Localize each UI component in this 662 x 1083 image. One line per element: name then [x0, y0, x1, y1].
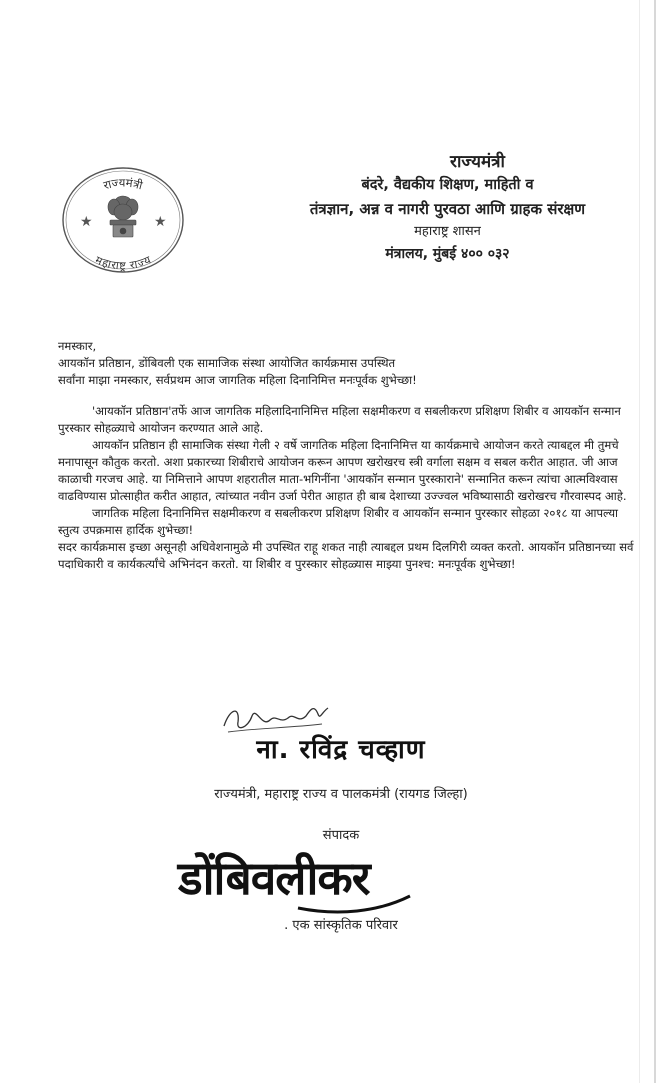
letterhead-portfolio-line2: तंत्रज्ञान, अन्न व नागरी पुरवठा आणि ग्राहक संरक्षण — [309, 200, 586, 218]
paragraph-3: जागतिक महिला दिनानिमित्त सक्षमीकरण व सबलीकरण प्रशिक्षण शिबीर व आयकॉन सन्मान पुरस्कार सोहळा २०१८ या आपल्या स्तुत्य उपक्रमास हार्दिक शुभेच्छा! — [58, 506, 619, 537]
editor-label: संपादक — [322, 828, 360, 843]
signatory-title: राज्यमंत्री, महाराष्ट्र राज्य व पालकमंत्री (रायगड जिल्हा) — [214, 787, 468, 802]
letterhead-address: मंत्रालय, मुंबई ४०० ०३२ — [385, 246, 510, 262]
seal-bottom-text: महाराष्ट्र राज्य — [93, 253, 153, 273]
seal-top-text: राज्यमंत्री — [101, 175, 145, 193]
letterhead-government: महाराष्ट्र शासन — [414, 224, 481, 239]
letterhead-portfolio-line1: बंदरे, वैद्यकीय शिक्षण, माहिती व — [361, 177, 534, 193]
intro-line-1: आयकॉन प्रतिष्ठान, डोंबिवली एक सामाजिक संस्था आयोजित कार्यक्रमास उपस्थित — [58, 356, 396, 370]
signatory-name: ना. रविंद्र चव्हाण — [256, 735, 426, 765]
paragraph-4: सदर कार्यक्रमास इच्छा असूनही अधिवेशनामुळे मी उपस्थित राहू शकत नाही त्याबद्दल प्रथम दिलगिरी व्यक्त करतो. आयकॉन प्रतिष्ठानच्या सर्व पदाधिकारी व कार्यकर्त्यांचे अभिनंदन करतो. या शिबीर व पुरस्कार सोहळ्यास माझ्या पुनश्च: मनःपूर्वक शुभेच्छा! — [58, 540, 634, 571]
dombivlikar-logo — [178, 846, 418, 916]
logo-text: डोंबिवलीकर — [178, 851, 370, 905]
seal-star-right-icon: ★ — [154, 214, 167, 230]
letter-body — [58, 338, 636, 573]
state-emblem-icon — [108, 196, 138, 237]
paragraph-2: आयकॉन प्रतिष्ठान ही सामाजिक संस्था गेली २ वर्षे जागतिक महिला दिनानिमित्त या कार्यक्रमाचे आयोजन करते त्याबद्दल मी तुमचे मनापासून कौतुक करतो. अशा प्रकारच्या शिबीराचे आयोजन करून आपण खरोखरच स्त्री वर्गाला सक्षम व सबल करीत आहात. जी आज काळाची गरजच आहे. या निमित्ताने आपण शहरातील माता-भगिनींना 'आयकॉन सन्मान पुरस्काराने' सन्मानित करून त्यांचा आत्मविश्वास वाढविण्यास प्रोत्साहीत करीत आहात, त्यांच्यात नवीन उर्जा पेरीत आहात ही बाब देशाच्या उज्ज्वल भविष्यासाठी खरोखरच गौरवास्पद आहे. — [58, 438, 627, 503]
official-seal — [58, 160, 188, 275]
paragraph-1: 'आयकॉन प्रतिष्ठान'तर्फे आज जागतिक महिलादिनानिमित्त महिला सक्षमीकरण व सबलीकरण प्रशिक्षण शिबीर व आयकॉन सन्मान पुरस्कार सोहळ्याचे आयोजन करण्यात आले आहे. — [58, 404, 621, 435]
letterhead — [250, 150, 645, 265]
seal-star-left-icon: ★ — [80, 214, 93, 230]
intro-line-2: सर्वांना माझा नमस्कार, सर्वप्रथम आज जागतिक महिला दिनानिमित्त मनःपूर्वक शुभेच्छा! — [58, 373, 417, 387]
svg-text:राज्यमंत्री — [102, 175, 145, 192]
letterhead-title: राज्यमंत्री — [450, 152, 505, 172]
greeting: नमस्कार, — [58, 339, 97, 353]
logo-tagline: . एक सांस्कृतिक परिवार — [284, 918, 398, 933]
